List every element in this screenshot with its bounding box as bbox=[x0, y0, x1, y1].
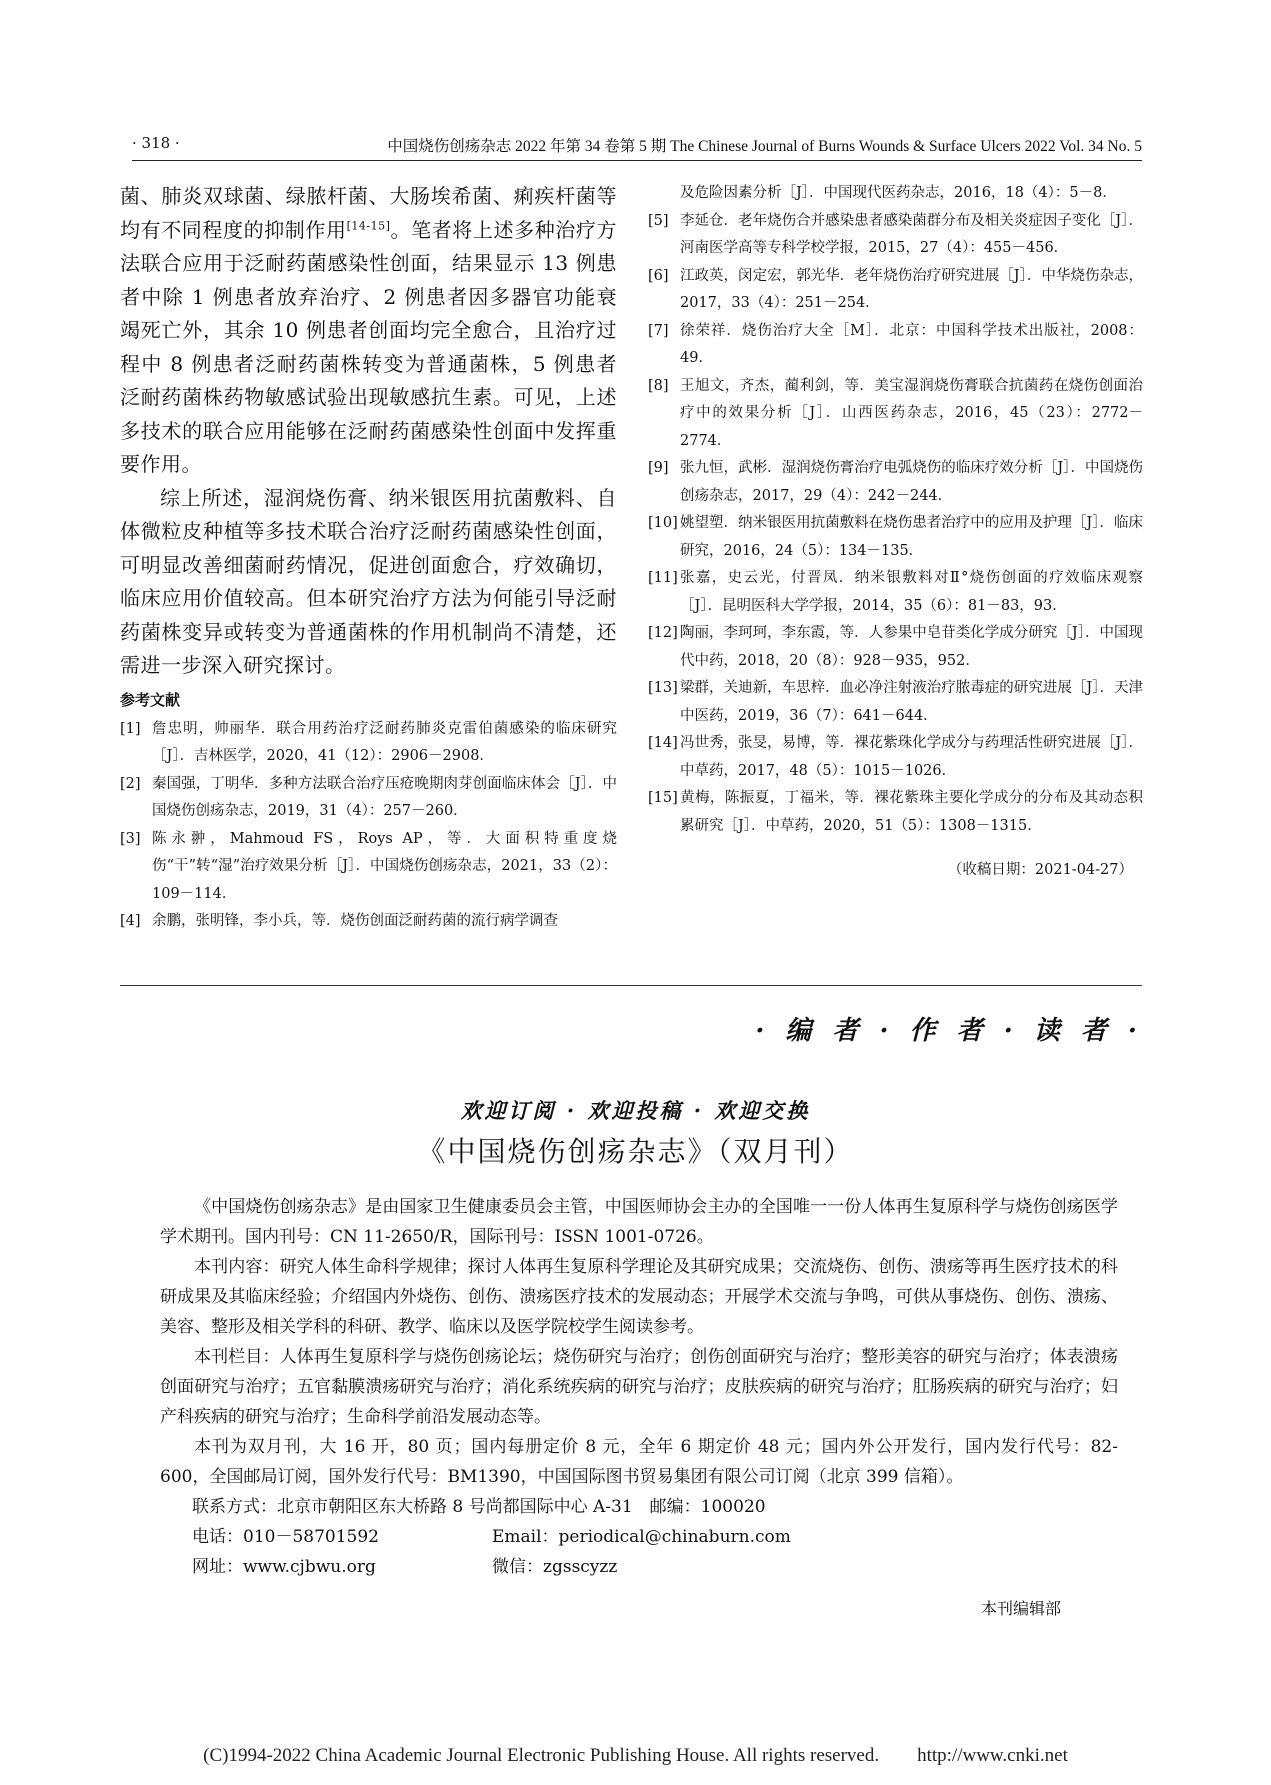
para1-text-a: 菌、肺炎双球菌、绿脓杆菌、大肠埃希菌、痢疾杆菌等均有不同程度的抑制作用 bbox=[120, 184, 617, 242]
reference-number: [7] bbox=[648, 322, 669, 339]
reference-item bbox=[648, 785, 1143, 840]
journal-title: 《中国烧伤创疡杂志》（双月刊） bbox=[417, 1135, 854, 1168]
reference-text: 陶丽，李珂珂，李东霞，等．人参果中皂苷类化学成分研究［J］．中国现代中药，2018，20（8）：928－935，952． bbox=[680, 625, 1143, 669]
notice-paragraph-columns: 本刊栏目：人体再生复原科学与烧伤创疡论坛；烧伤研究与治疗；创伤创面研究与治疗；整形美容的研究与治疗；体表溃疡创面研究与治疗；五官黏膜溃疡研究与治疗；消化系统疾病的研究与治疗；皮肤疾病的研究与治疗；肛肠疾病的研究与治疗；妇产科疾病的研究与治疗；生命科学前沿发展动态等。 bbox=[160, 1347, 1118, 1427]
running-title: 中国烧伤创疡杂志 2022 年第 34 卷第 5 期 The Chinese Journal of Burns Wounds & Surface Ulcers 2022 Vol. 34 No. 5 bbox=[387, 138, 1142, 155]
reference-item bbox=[648, 510, 1143, 565]
contact-phone: 电话：010－58701592 bbox=[192, 1527, 379, 1547]
contact-block bbox=[192, 1492, 1118, 1582]
reference-text: 李延仓．老年烧伤合并感染患者感染菌群分布及相关炎症因子变化［J］．河南医学高等专科学校学报，2015，27（4）：455－456． bbox=[680, 212, 1143, 256]
reference-number: [6] bbox=[648, 267, 669, 284]
reference-number: [1] bbox=[120, 720, 141, 737]
reference-number: [10] bbox=[648, 515, 678, 531]
reference-text: 黄梅，陈振夏，丁福米，等．裸花紫珠主要化学成分的分布及其动态积累研究［J］．中草药，2020，51（5）：1308－1315． bbox=[680, 790, 1143, 834]
notice-paragraph-content: 本刊内容：研究人体生命科学规律；探讨人体再生复原科学理论及其研究成果；交流烧伤、创伤、溃疡等再生医疗技术的科研成果及其临床经验；介绍国内外烧伤、创伤、溃疡医疗技术的发展动态；开展学术交流与争鸣，可供从事烧伤、创伤、溃疡、美容、整形及相关学科的科研、教学、临床以及医学院校学生阅读参考。 bbox=[160, 1257, 1118, 1337]
reference-item bbox=[648, 208, 1143, 263]
received-date: （收稿日期：2021-04-27） bbox=[947, 862, 1133, 878]
contact-website[interactable]: 网址：www.cjbwu.org bbox=[192, 1557, 376, 1577]
reference-text: 张九恒，武彬．湿润烧伤膏治疗电弧烧伤的临床疗效分析［J］．中国烧伤创疡杂志，2017，29（4）：242－244． bbox=[680, 460, 1143, 504]
notice-paragraph-intro: 《中国烧伤创疡杂志》是由国家卫生健康委员会主管，中国医师协会主办的全国唯一一份人体再生复原科学与烧伤创疡医学学术期刊。国内刊号：CN 11-2650/R，国际刊号：ISSN 1001-0726。 bbox=[160, 1197, 1118, 1247]
journal-notice bbox=[160, 1192, 1118, 1582]
reference-number: [11] bbox=[648, 570, 678, 586]
reference-number: [15] bbox=[648, 790, 678, 806]
reference-text: 陈永翀，Mahmoud FS，Roys AP，等．大面积特重度烧伤“干”转“湿”治疗效果分析［J］．中国烧伤创疡杂志，2021，33（2）：109－114． bbox=[152, 830, 617, 902]
reference-item bbox=[120, 908, 617, 936]
reference-text: 及危险因素分析［J］．中国现代医药杂志，2016，18（4）：5－8． bbox=[680, 185, 1117, 201]
right-column bbox=[648, 180, 1143, 879]
reference-number: [13] bbox=[648, 680, 678, 696]
welcome-line: 欢迎订阅 · 欢迎投稿 · 欢迎交换 bbox=[460, 1098, 811, 1123]
reference-text: 梁群，关迪新，车思梓．血必净注射液治疗脓毒症的研究进展［J］．天津中医药，2019，36（7）：641－644． bbox=[680, 680, 1143, 724]
reference-continuation bbox=[648, 180, 1143, 208]
left-column bbox=[120, 180, 617, 936]
citation-superscript: [14-15] bbox=[346, 218, 391, 232]
reference-item bbox=[648, 730, 1143, 785]
reference-number: [14] bbox=[648, 735, 678, 751]
reference-number: [4] bbox=[120, 913, 141, 929]
reference-number: [9] bbox=[648, 460, 669, 476]
reference-number: [3] bbox=[120, 830, 141, 847]
reference-text: 张嘉，史云光，付晋凤．纳米银敷料对Ⅱ°烧伤创面的疗效临床观察［J］．昆明医科大学学报，2014，35（6）：81－83，93． bbox=[680, 570, 1143, 614]
contact-email[interactable]: Email：periodical@chinaburn.com bbox=[492, 1527, 791, 1547]
contact-row bbox=[192, 1552, 1118, 1582]
reference-item bbox=[648, 318, 1143, 373]
body-paragraph-1 bbox=[120, 180, 617, 482]
reference-text: 冯世秀，张旻，易博，等．裸花紫珠化学成分与药理活性研究进展［J］．中草药，2017，48（5）：1015－1026． bbox=[680, 735, 1143, 779]
reference-text: 姚望塑．纳米银医用抗菌敷料在烧伤患者治疗中的应用及护理［J］．临床研究，2016，24（5）：134－135． bbox=[680, 515, 1143, 559]
contact-wechat: 微信：zgsscyzz bbox=[492, 1557, 618, 1577]
reference-item bbox=[648, 455, 1143, 510]
para1-text-b: 。笔者将上述多种治疗方法联合应用于泛耐药菌感染性创面，结果显示 13 例患者中除 1 例患者放弃治疗、2 例患者因多器官功能衰竭死亡外，其余 10 例患者创面均完全愈合，且治疗过程中 8 例患者泛耐药菌株转变为普通菌株，5 例患者泛耐药菌株药物敏感试验出现敏感抗生素。可见，上述多技术的联合应用能够在泛耐药菌感染性创面中发挥重要作用。 bbox=[120, 217, 618, 476]
reference-text: 秦国强，丁明华．多种方法联合治疗压疮晚期肉芽创面临床体会［J］．中国烧伤创疡杂志，2019，31（4）：257－260． bbox=[152, 775, 617, 819]
contact-address: 联系方式：北京市朝阳区东大桥路 8 号尚都国际中心 A-31 邮编：100020 bbox=[192, 1497, 766, 1517]
reference-text: 江政英，闵定宏，郭光华．老年烧伤治疗研究进展［J］．中华烧伤杂志，2017，33（4）：251－254． bbox=[680, 267, 1143, 311]
reference-number: [5] bbox=[648, 212, 669, 229]
reference-text: 詹忠明，帅丽华．联合用药治疗泛耐药肺炎克雷伯菌感染的临床研究［J］．吉林医学，2020，41（12）：2906－2908． bbox=[152, 720, 617, 764]
reference-item bbox=[648, 565, 1143, 620]
reference-number: [12] bbox=[648, 625, 678, 641]
running-header bbox=[132, 134, 1142, 160]
reference-text: 徐荣祥．烧伤治疗大全［M］．北京：中国科学技术出版社，2008：49． bbox=[680, 322, 1143, 366]
reference-text: 王旭文，齐杰，蔺利剑，等．美宝湿润烧伤膏联合抗菌药在烧伤创面治疗中的效果分析［J］．山西医药杂志，2016，45（23）：2772－2774． bbox=[680, 377, 1143, 449]
section-divider bbox=[120, 985, 1142, 986]
reference-text: 余鹏，张明锋，李小兵，等．烧伤创面泛耐药菌的流行病学调查 bbox=[152, 913, 558, 929]
reference-item bbox=[648, 620, 1143, 675]
reference-number: [2] bbox=[120, 775, 141, 792]
reference-item bbox=[120, 716, 617, 771]
reference-indent bbox=[648, 180, 680, 208]
notice-paragraph-subscription: 本刊为双月刊，大 16 开，80 页；国内每册定价 8 元，全年 6 期定价 48 元；国内外公开发行，国内发行代号：82-600，全国邮局订阅，国外发行代号：BM1390，中国国际图书贸易集团有限公司订阅（北京 399 信箱）。 bbox=[160, 1437, 1118, 1487]
reference-number: [8] bbox=[648, 377, 669, 394]
editorial-office: 本刊编辑部 bbox=[980, 1599, 1061, 1618]
contact-row bbox=[192, 1522, 1118, 1552]
reference-item bbox=[648, 675, 1143, 730]
reference-item bbox=[120, 826, 617, 909]
references-heading: 参考文献 bbox=[120, 690, 181, 709]
section-tag: · 编 者 · 作 者 · 读 者 · bbox=[755, 1016, 1143, 1046]
reference-item bbox=[120, 771, 617, 826]
body-paragraph-2: 综上所述，湿润烧伤膏、纳米银医用抗菌敷料、自体微粒皮种植等多技术联合治疗泛耐药菌感染性创面，可明显改善细菌耐药情况，促进创面愈合，疗效确切，临床应用价值较高。但本研究治疗方法为何能引导泛耐药菌株变异或转变为普通菌株的作用机制尚不清楚，还需进一步深入研究探讨。 bbox=[120, 485, 617, 677]
copyright-footer: (C)1994-2022 China Academic Journal Electronic Publishing House. All rights reserved. http://www.cnki.net bbox=[203, 1745, 1068, 1766]
reference-item bbox=[648, 373, 1143, 456]
page-number: · 318 · bbox=[132, 134, 180, 152]
reference-item bbox=[648, 263, 1143, 318]
header-rule bbox=[132, 160, 1142, 161]
